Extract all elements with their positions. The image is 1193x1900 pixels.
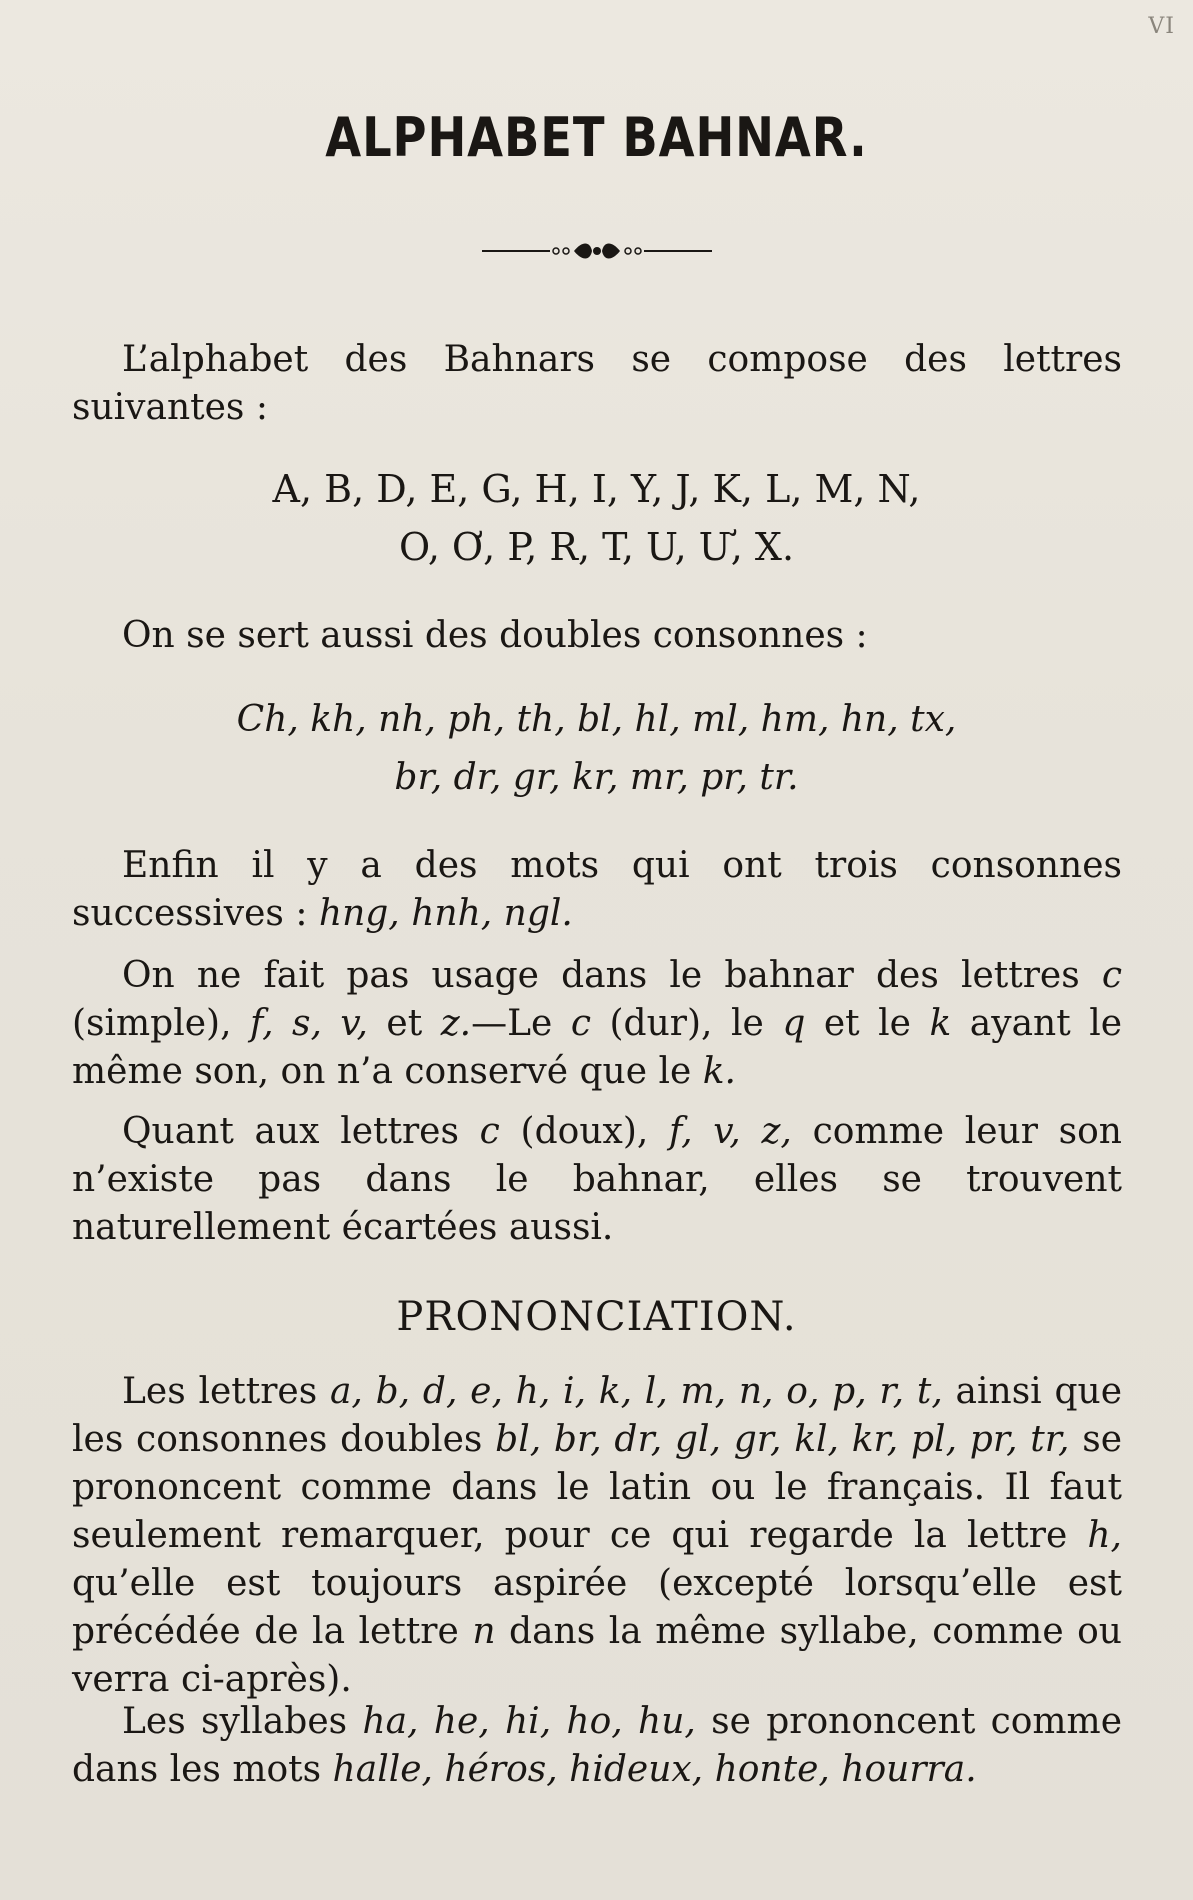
paragraph-triple-consonants: Enfin il y a des mots qui ont trois consonnes successives : hng, hnh, ngl. xyxy=(72,845,1122,934)
fleuron-ornament-icon xyxy=(482,236,712,266)
page-title: ALPHABET BAHNAR. xyxy=(325,106,868,169)
page-folio: VI xyxy=(1148,14,1175,39)
triple-consonants-examples: hng, hnh, ngl. xyxy=(318,893,573,934)
double-consonants-line-1: Ch, kh, nh, ph, th, bl, hl, ml, hm, hn, tx, xyxy=(236,699,957,740)
double-consonants-line-2: br, dr, gr, kr, mr, pr, tr. xyxy=(394,757,799,798)
section-title-pronunciation: PRONONCIATION. xyxy=(396,1294,797,1340)
intro-paragraph xyxy=(72,336,1122,432)
paragraph-h-syllables: Les syllabes ha, he, hi, ho, hu, se prononcent comme dans les mots halle, héros, hideux, honte, hourra. xyxy=(72,1701,1122,1790)
alphabet-letters-line-1: A, B, D, E, G, H, I, Y, J, K, L, M, N, xyxy=(272,467,921,511)
paragraph-pronunciation: Les lettres a, b, d, e, h, i, k, l, m, n, o, p, r, t, ainsi que les consonnes doubles bl, br, dr, gl, gr, kl, kr, pl, pr, tr, se prononcent comme dans le latin ou le français. Il faut seulement remarquer, pour ce qui regarde la lettre h, qu’elle est toujours aspirée (excepté lorsqu’elle est précédée de la lettre n dans la même syllabe, comme ou verra ci-après). xyxy=(72,1371,1122,1700)
paragraph-unused-letters: On ne fait pas usage dans le bahnar des lettres c (simple), f, s, v, et z.—Le c (dur), le q et le k ayant le même son, on n’a conservé que le k. xyxy=(72,955,1123,1092)
double-consonants-text: On se sert aussi des doubles consonnes : xyxy=(122,615,868,656)
double-consonants-intro xyxy=(72,612,1122,660)
intro-text: L’alphabet des Bahnars se compose des lettres suivantes : xyxy=(72,339,1122,428)
alphabet-letters-line-2: O, Ơ, P, R, T, U, Ư, X. xyxy=(398,525,795,569)
paragraph-soft-letters: Quant aux lettres c (doux), f, v, z, comme leur son n’existe pas dans le bahnar, elles se trouvent naturellement écartées aussi. xyxy=(72,1111,1122,1248)
